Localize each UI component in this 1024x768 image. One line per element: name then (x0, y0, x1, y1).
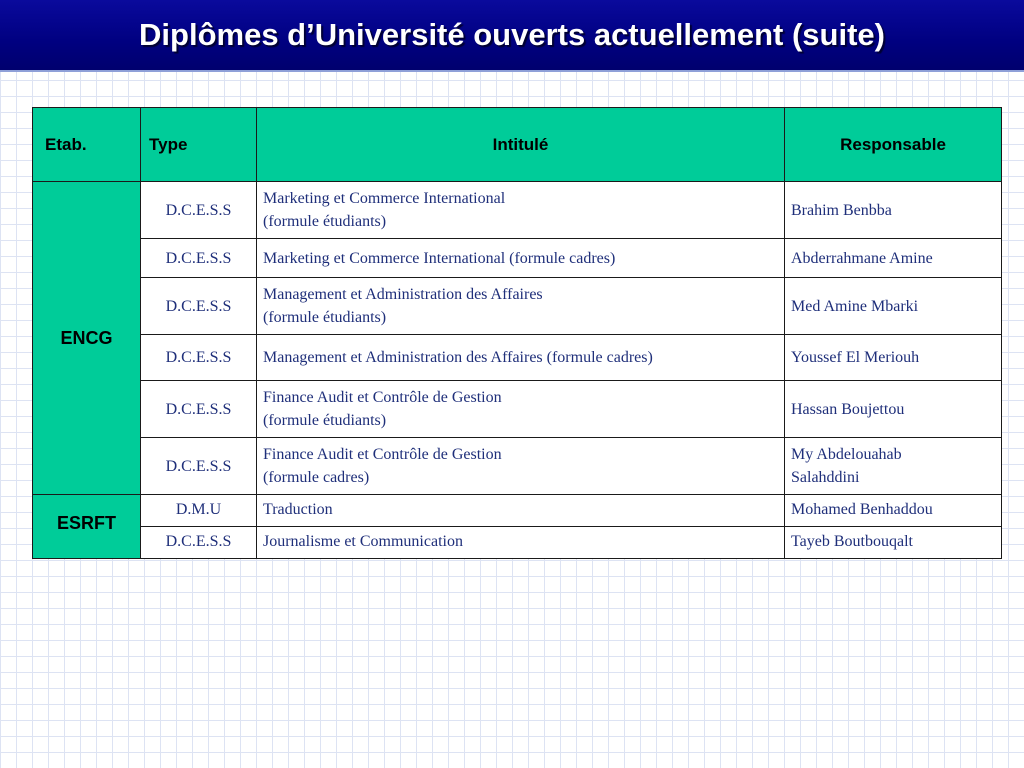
etab-cell-esrft: ESRFT (33, 495, 141, 559)
table-row (33, 495, 1002, 527)
responsable-line: Salahddini (791, 469, 860, 486)
responsable-line: Hassan Boujettou (791, 400, 905, 418)
responsable-line: Youssef El Meriouh (791, 349, 920, 366)
intitule-cell (257, 278, 785, 335)
responsable-line: Med Amine Mbarki (791, 297, 919, 315)
type-cell: D.C.E.S.S (141, 335, 257, 381)
table-row (33, 438, 1002, 495)
type-cell: D.C.E.S.S (141, 239, 257, 278)
intitule-line: (formule étudiants) (263, 213, 387, 230)
responsable-cell (785, 438, 1002, 495)
intitule-line: Journalisme et Communication (263, 533, 463, 550)
table-row (33, 278, 1002, 335)
intitule-line: Traduction (263, 501, 333, 518)
title-bar (0, 0, 1024, 72)
responsable-cell (785, 335, 1002, 381)
type-cell: D.M.U (141, 495, 257, 527)
diplomas-table (32, 107, 1002, 559)
intitule-line: Marketing et Commerce International (263, 190, 506, 207)
responsable-line: My Abdelouahab (791, 446, 902, 463)
table-header-row (33, 108, 1002, 182)
responsable-cell (785, 495, 1002, 527)
intitule-line: Finance Audit et Contrôle de Gestion (263, 446, 502, 463)
intitule-line: Management et Administration des Affaires (formule cadres) (263, 349, 653, 366)
table-row (33, 335, 1002, 381)
intitule-line: (formule étudiants) (263, 309, 387, 326)
header-responsable: Responsable (785, 108, 1002, 182)
responsable-line: Brahim Benbba (791, 201, 892, 219)
page-title: Diplômes d’Université ouverts actuellement (suite) (139, 17, 885, 52)
intitule-line: (formule cadres) (263, 469, 370, 486)
responsable-cell (785, 527, 1002, 559)
table-row (33, 182, 1002, 239)
type-cell: D.C.E.S.S (141, 182, 257, 239)
intitule-cell (257, 182, 785, 239)
intitule-line: Management et Administration des Affaires (263, 286, 543, 303)
responsable-cell (785, 381, 1002, 438)
intitule-line: Marketing et Commerce International (formule cadres) (263, 249, 616, 267)
responsable-line: Tayeb Boutbouqalt (791, 533, 913, 550)
intitule-cell (257, 438, 785, 495)
intitule-line: Finance Audit et Contrôle de Gestion (263, 389, 502, 406)
table-row (33, 527, 1002, 559)
responsable-cell (785, 278, 1002, 335)
intitule-line: (formule étudiants) (263, 412, 387, 429)
header-etab: Etab. (33, 108, 141, 182)
intitule-cell (257, 335, 785, 381)
intitule-cell (257, 239, 785, 278)
type-cell: D.C.E.S.S (141, 278, 257, 335)
responsable-cell (785, 239, 1002, 278)
header-type: Type (141, 108, 257, 182)
intitule-cell (257, 495, 785, 527)
type-cell: D.C.E.S.S (141, 527, 257, 559)
table-row (33, 381, 1002, 438)
intitule-cell (257, 381, 785, 438)
header-intitule: Intitulé (257, 108, 785, 182)
etab-cell-encg: ENCG (33, 182, 141, 495)
responsable-cell (785, 182, 1002, 239)
responsable-line: Abderrahmane Amine (791, 249, 933, 267)
table-row (33, 239, 1002, 278)
intitule-cell (257, 527, 785, 559)
responsable-line: Mohamed Benhaddou (791, 501, 933, 518)
type-cell: D.C.E.S.S (141, 438, 257, 495)
type-cell: D.C.E.S.S (141, 381, 257, 438)
